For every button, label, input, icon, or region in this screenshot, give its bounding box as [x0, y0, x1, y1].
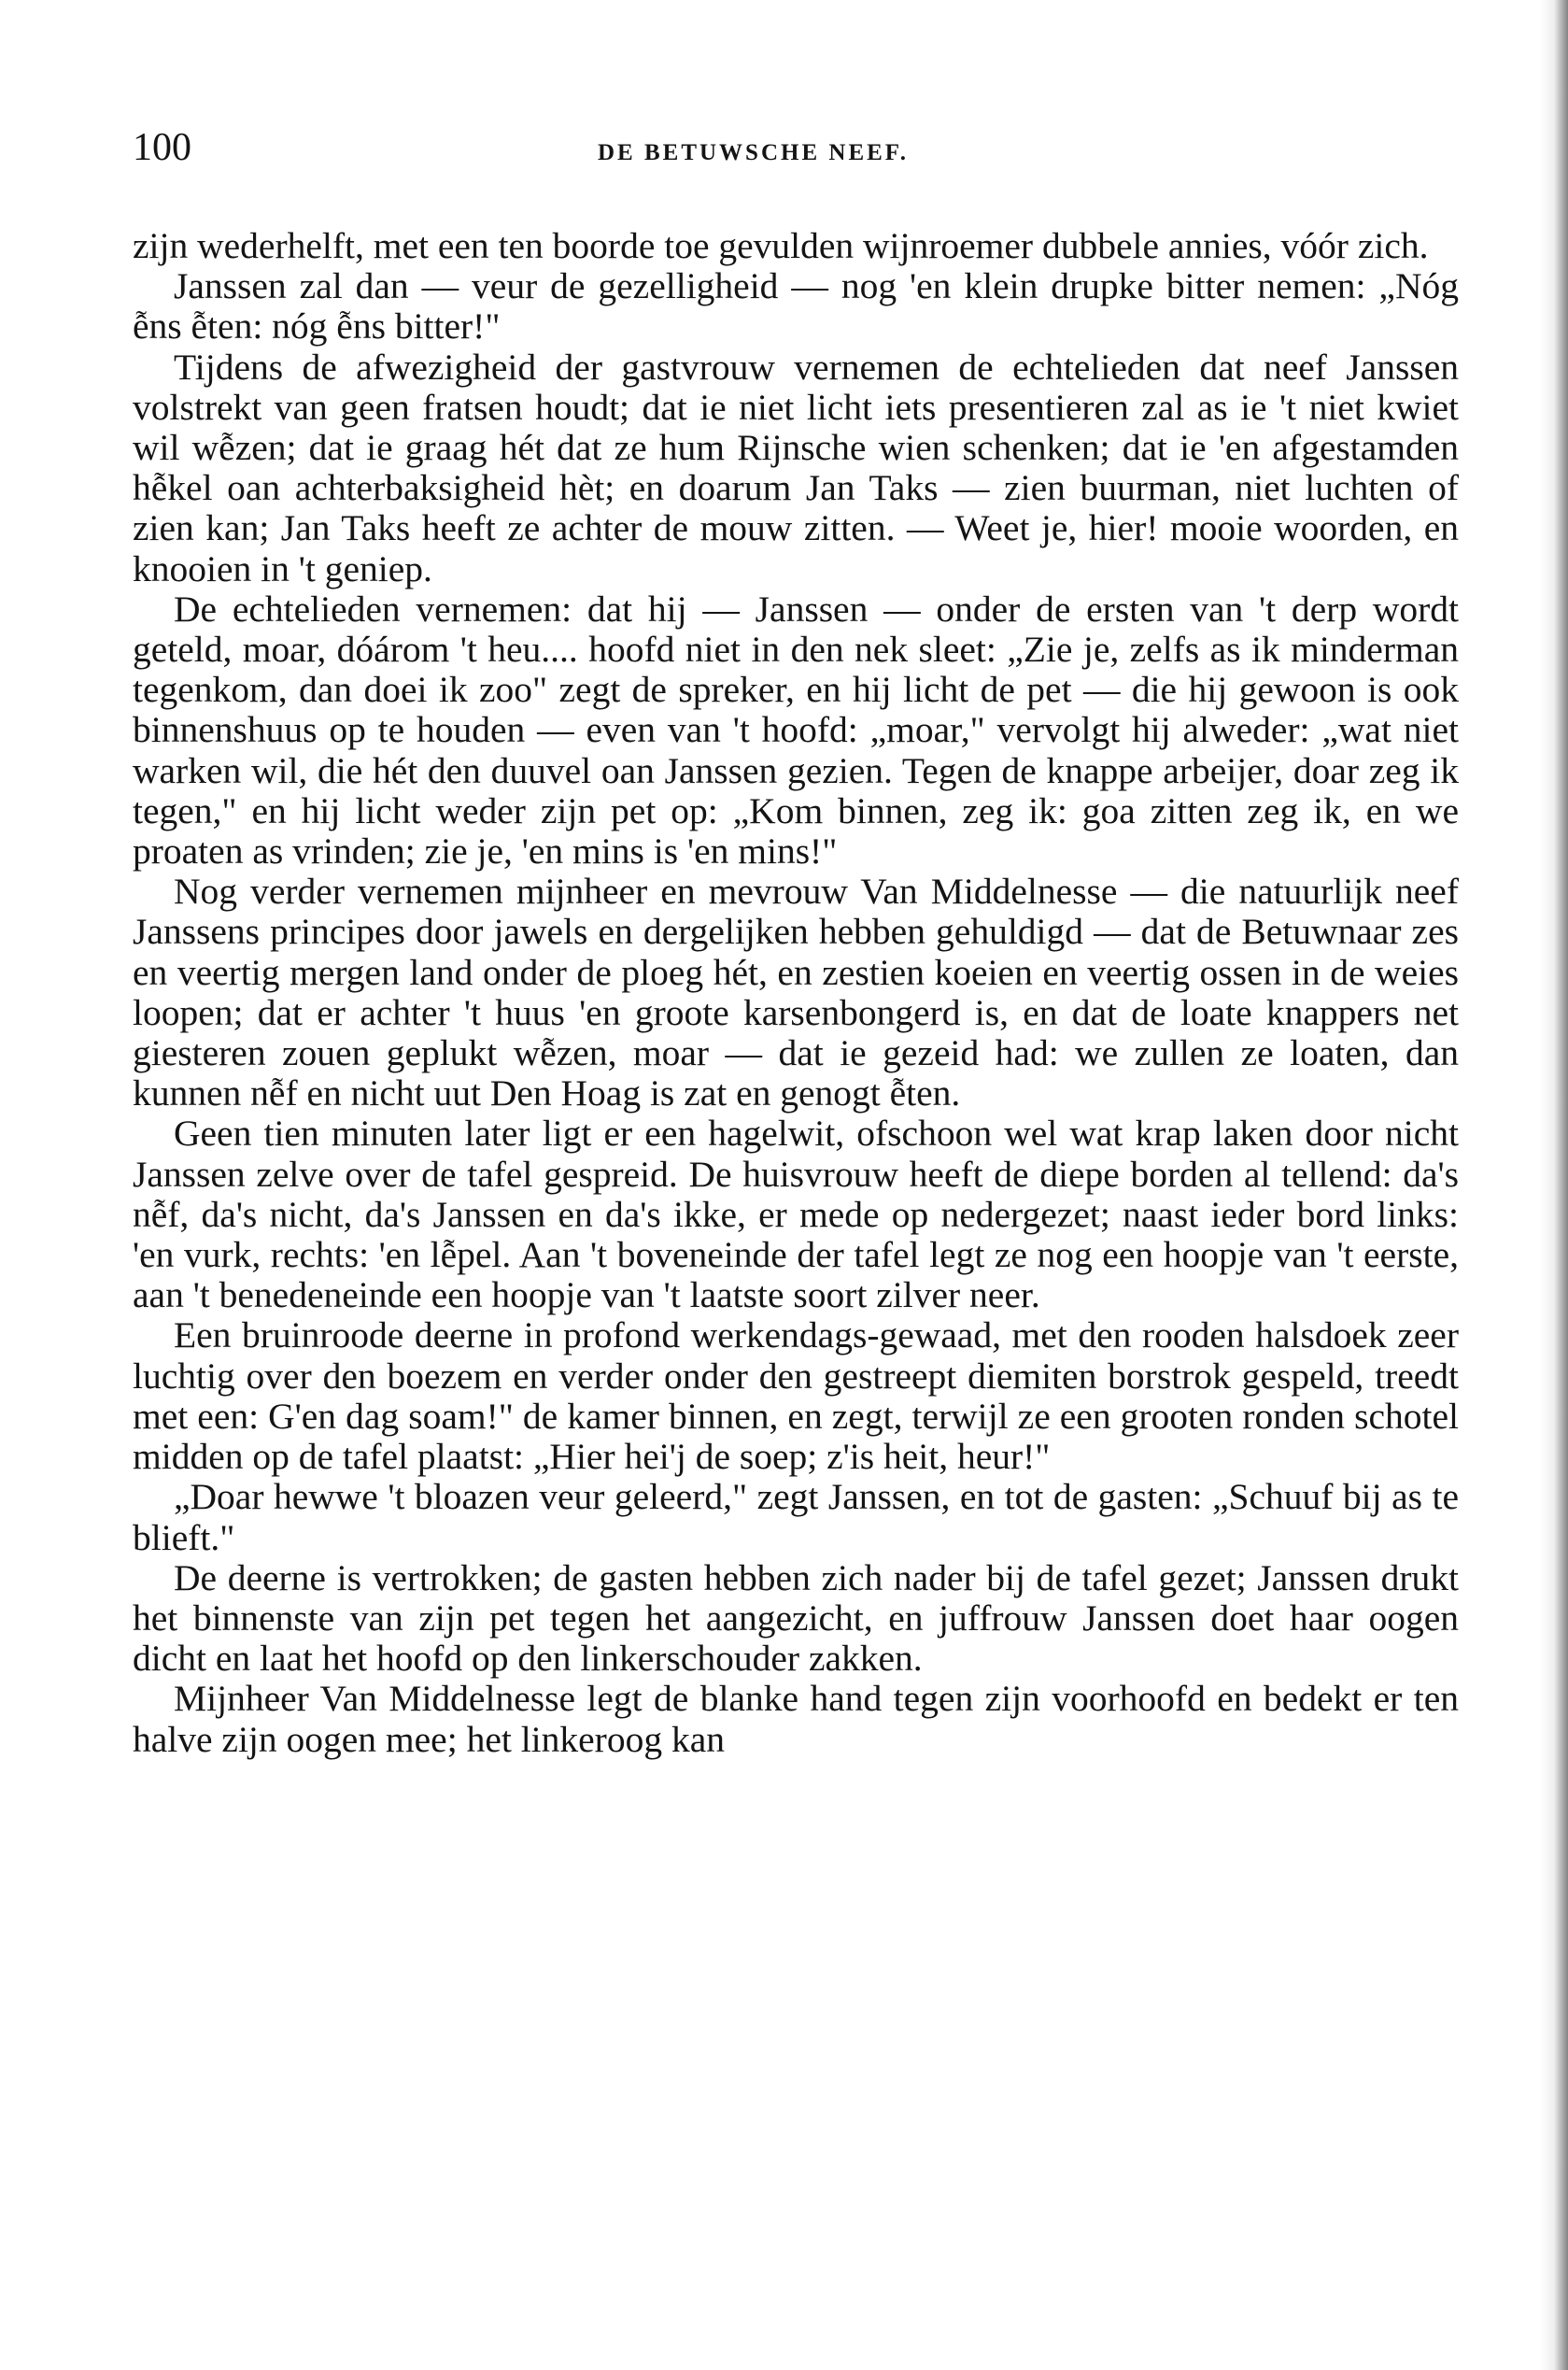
paragraph: „Doar hewwe 't bloazen veur geleerd," zegt Janssen, en tot de gasten: „Schuuf bij as te blieft.": [133, 1476, 1459, 1558]
running-title: DE BETUWSCHE NEEF.: [598, 140, 910, 165]
paragraph: Mijnheer Van Middelnesse legt de blanke hand tegen zijn voorhoofd en bedekt er ten halve zijn oogen mee; het linkeroog kan: [133, 1678, 1459, 1760]
paragraph: Een bruinroode deerne in profond werkendags-gewaad, met den rooden halsdoek zeer luchtig over den boezem en verder onder den gestreept diemiten borstrok gespeld, treedt met een: G'en dag soam!" de kamer binnen, en zegt, terwijl ze een grooten ronden schotel midden op de tafel plaatst: „Hier hei'j de soep; z'is heit, heur!": [133, 1314, 1459, 1478]
paragraph: De echtelieden vernemen: dat hij — Janssen — onder de ersten van 't derp wordt geteld, moar, dóárom 't heu.... hoofd niet in den nek sleet: „Zie je, zelfs as ik minderman tegenkom, dan doei ik zoo" zegt de spreker, en hij licht de pet — die hij gewoon is ook binnenshuus op te houden — even van 't hoofd: „moar," vervolgt hij alweder: „wat niet warken wil, die hét den duuvel oan Janssen gezien. Tegen de knappe arbeijer, doar zeg ik tegen," en hij licht weder zijn pet op: „Kom binnen, zeg ik: goa zitten zeg ik, en we proaten as vrinden; zie je, 'en mins is 'en mins!": [133, 588, 1459, 873]
page-header: [133, 120, 1459, 176]
paragraph: zijn wederhelft, met een ten boorde toe gevulden wijnroemer dubbele annies, vóór zich.: [133, 225, 1429, 266]
paragraph: Tijdens de afwezigheid der gastvrouw vernemen de echtelieden dat neef Janssen volstrekt van geen fratsen houdt; dat ie niet licht iets presentieren zal as ie 't niet kwiet wil wễzen; dat ie graag hét dat ze hum Rijnsche wien schenken; dat ie 'en afgestamden hễkel oan achterbaksigheid hèt; en doarum Jan Taks — zien buurman, niet luchten of zien kan; Jan Taks heeft ze achter de mouw zitten. — Weet je, hier! mooie woorden, en knooien in 't geniep.: [133, 346, 1459, 589]
paragraph: De deerne is vertrokken; de gasten hebben zich nader bij de tafel gezet; Janssen drukt het binnenste van zijn pet tegen het aangezicht, en juffrouw Janssen doet haar oogen dicht en laat het hoofd op den linkerschouder zakken.: [133, 1556, 1459, 1680]
paragraph: Nog verder vernemen mijnheer en mevrouw Van Middelnesse — die natuurlijk neef Janssens principes door jawels en dergelijken hebben gehuldigd — dat de Betuwnaar zes en veertig mergen land onder de ploeg hét, en zestien koeien en veertig ossen in de weies loopen; dat er achter 't huus 'en groote karsenbongerd is, en dat de loate knappers net giesteren zouen geplukt wễzen, moar — dat ie gezeid had: we zullen ze loaten, dan kunnen nễf en nicht uut Den Hoag is zat en genogt ễten.: [133, 871, 1459, 1114]
body-text: [133, 226, 1459, 1760]
paragraph: Janssen zal dan — veur de gezelligheid — nog 'en klein drupke bitter nemen: „Nóg ễns ễten: nóg ễns bitter!": [133, 265, 1459, 348]
page-edge-shadow: [1540, 0, 1568, 2370]
page-number: 100: [133, 126, 191, 169]
paragraph: Geen tien minuten later ligt er een hagelwit, ofschoon wel wat krap laken door nicht Janssen zelve over de tafel gespreid. De huisvrouw heeft de diepe borden al tellend: da's nễf, da's nicht, da's Janssen en da's ikke, er mede op nedergezet; naast ieder bord links: 'en vurk, rechts: 'en lễpel. Aan 't boveneinde der tafel legt ze nog een hoopje van 't eerste, aan 't benedeneinde een hoopje van 't laatste soort zilver neer.: [133, 1113, 1459, 1316]
